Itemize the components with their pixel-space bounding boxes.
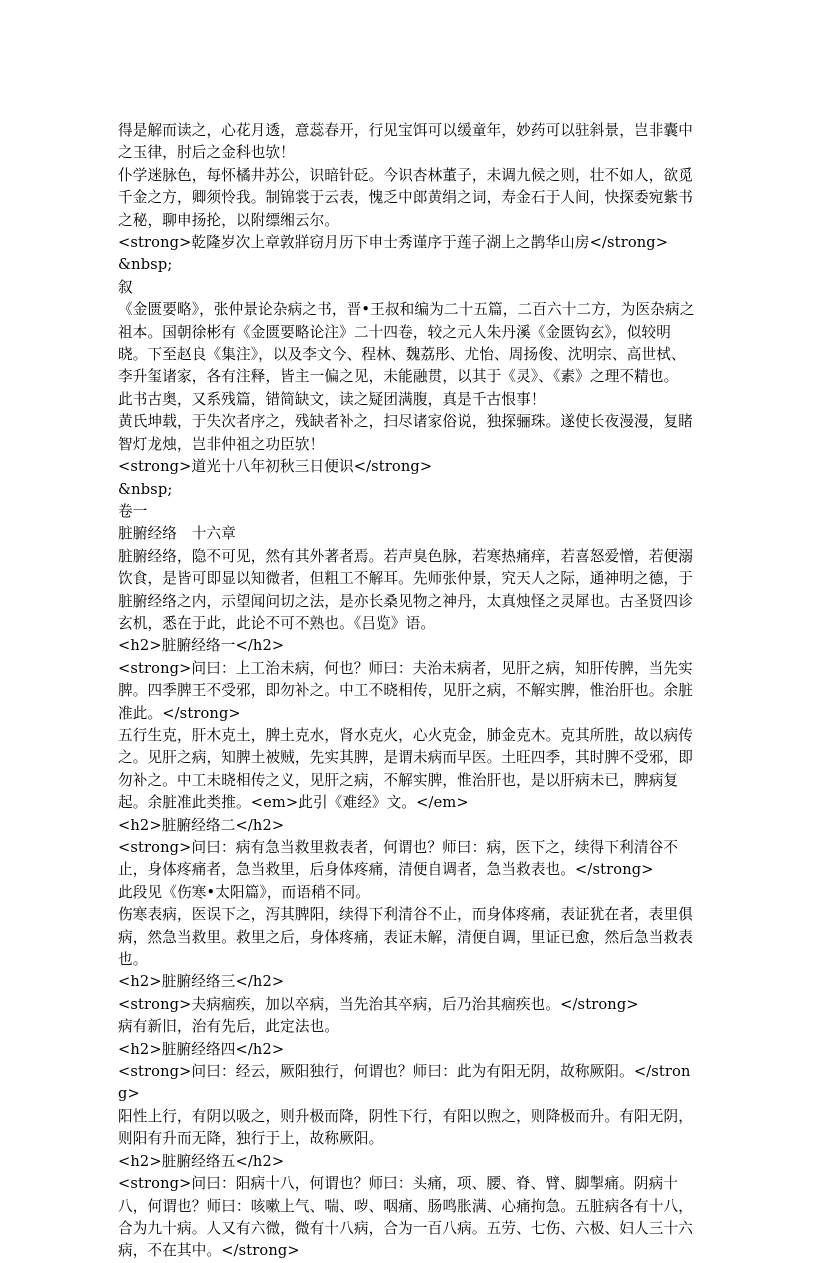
text-line: 阳性上行，有阴以吸之，则升极而降，阴性下行，有阳以煦之，则降极而升。有阳无阴，则阳有升而无降，独行于上，故称厥阳。	[118, 1107, 694, 1148]
text-line: <strong>道光十八年初秋三日便识</strong>	[118, 458, 433, 476]
document-page	[118, 120, 696, 1263]
chapter-heading: 脏腑经络 十六章	[118, 525, 236, 543]
section-heading: 叙	[118, 278, 133, 296]
text-line: 此书古奥，又系残篇，错简缺文，读之疑团满腹，真是千古恨事！	[118, 390, 546, 408]
volume-heading: 卷一	[118, 502, 148, 520]
text-line: 得是解而读之，心花月透，意蕊春开，行见宝饵可以缓童年，妙药可以驻斜景，岂非囊中之玉律，肘后之金科也欤！	[118, 122, 694, 162]
text-line: 仆学迷脉色，每怀橘井苏公，识暗针砭。今识杏林董子，未调九候之则，壮不如人，欲觅千金之方，卿须怜我。制锦裳于云表，愧乏中郎黄绢之词，寿金石于人间，快探委宛紫书之秘，聊申扬抡，以附缥缃云尔。	[118, 166, 694, 229]
text-line: 黄氏坤载，于失次者序之，残缺者补之，扫尽诸家俗说，独探骊珠。遂使长夜漫漫，复睹智灯龙烛，岂非仲祖之功臣欤！	[118, 413, 694, 453]
text-line: <strong>问曰：阳病十八，何谓也？师曰：头痛，项、腰、脊、臂、脚掣痛。阴病十八，何谓也？师曰：咳嗽上气、喘、哕、咽痛、肠鸣胀满、心痛拘急。五脏病各有十八，合为九十病。人又有六微，微有十八病，合为一百八病。五劳、七伤、六极、妇人三十六病，不在其中。</strong>	[118, 1175, 694, 1260]
text-line: &nbsp;	[118, 256, 173, 274]
text-line: <strong>夫病痼疾，加以卒病，当先治其卒病，后乃治其痼疾也。</strong>	[118, 995, 639, 1013]
text-line: 病有新旧，治有先后，此定法也。	[118, 1018, 340, 1036]
subheading-line: <h2>脏腑经络一</h2>	[118, 637, 285, 655]
text-line: 脏腑经络，隐不可见，然有其外著者焉。若声臭色脉，若寒热痛痒，若喜怒爱憎，若便溺饮食，是皆可即显以知微者，但粗工不解耳。先师张仲景，究天人之际，通神明之德，于脏腑经络之内，示望闻问切之法，是亦长桑见物之神丹，太真烛怪之灵犀也。古圣贤四诊玄机，悉在于此，此论不可不熟也。《吕览》语。	[118, 547, 694, 632]
subheading-line: <h2>脏腑经络五</h2>	[118, 1152, 285, 1170]
subheading-line: <h2>脏腑经络三</h2>	[118, 973, 285, 991]
subheading-line: <h2>脏腑经络四</h2>	[118, 1040, 285, 1058]
text-line: <strong>问曰：经云，厥阳独行，何谓也？师曰：此为有阳无阴，故称厥阳。</strong>	[118, 1063, 691, 1103]
text-line: 五行生克，肝木克土，脾土克水，肾水克火，心火克金，肺金克木。克其所胜，故以病传之。见肝之病，知脾土被贼，先实其脾，是谓未病而早医。土旺四季，其时脾不受邪，即勿补之。中工未晓相传之义，见肝之病，不解实脾，惟治肝也，是以肝病未已，脾病复起。余脏准此类推。<em>此引《难经》文。</em>	[118, 726, 694, 812]
text-line: <strong>问曰：病有急当救里救表者，何谓也？师曰：病，医下之，续得下利清谷不止，身体疼痛者，急当救里，后身体疼痛，清便自调者，急当救表也。</strong>	[118, 839, 679, 879]
text-line: &nbsp;	[118, 480, 173, 498]
text-line: 《金匮要略》，张仲景论杂病之书，晋•王叔和编为二十五篇，二百六十二方，为医杂病之祖本。国朝徐彬有《金匮要略论注》二十四卷，较之元人朱丹溪《金匮钩玄》，似较明晓。下至赵良《集注》，以及李文今、程林、魏荔彤、尤怡、周扬俊、沈明宗、高世栻、李升玺诸家，各有注释，皆主一偏之见，未能融贯，以其于《灵》、《素》之理不精也。	[118, 301, 695, 386]
text-line: <strong>问曰：上工治未病，何也？师曰：夫治未病者，见肝之病，知肝传脾，当先实脾。四季脾王不受邪，即勿补之。中工不晓相传，见肝之病，不解实脾，惟治肝也。余脏准此。</strong>	[118, 659, 694, 722]
text-line: <strong>乾隆岁次上章敦牂窃月历下申士秀谨序于莲子湖上之鹊华山房</strong>	[118, 234, 669, 252]
text-line: 伤寒表病，医误下之，泻其脾阳，续得下利清谷不止，而身体疼痛，表证犹在者，表里俱病，然急当救里。救里之后，身体疼痛，表证未解，清便自调，里证已愈，然后急当救表也。	[118, 906, 694, 969]
text-line: 此段见《伤寒•太阳篇》，而语稍不同。	[118, 883, 371, 901]
subheading-line: <h2>脏腑经络二</h2>	[118, 816, 285, 834]
